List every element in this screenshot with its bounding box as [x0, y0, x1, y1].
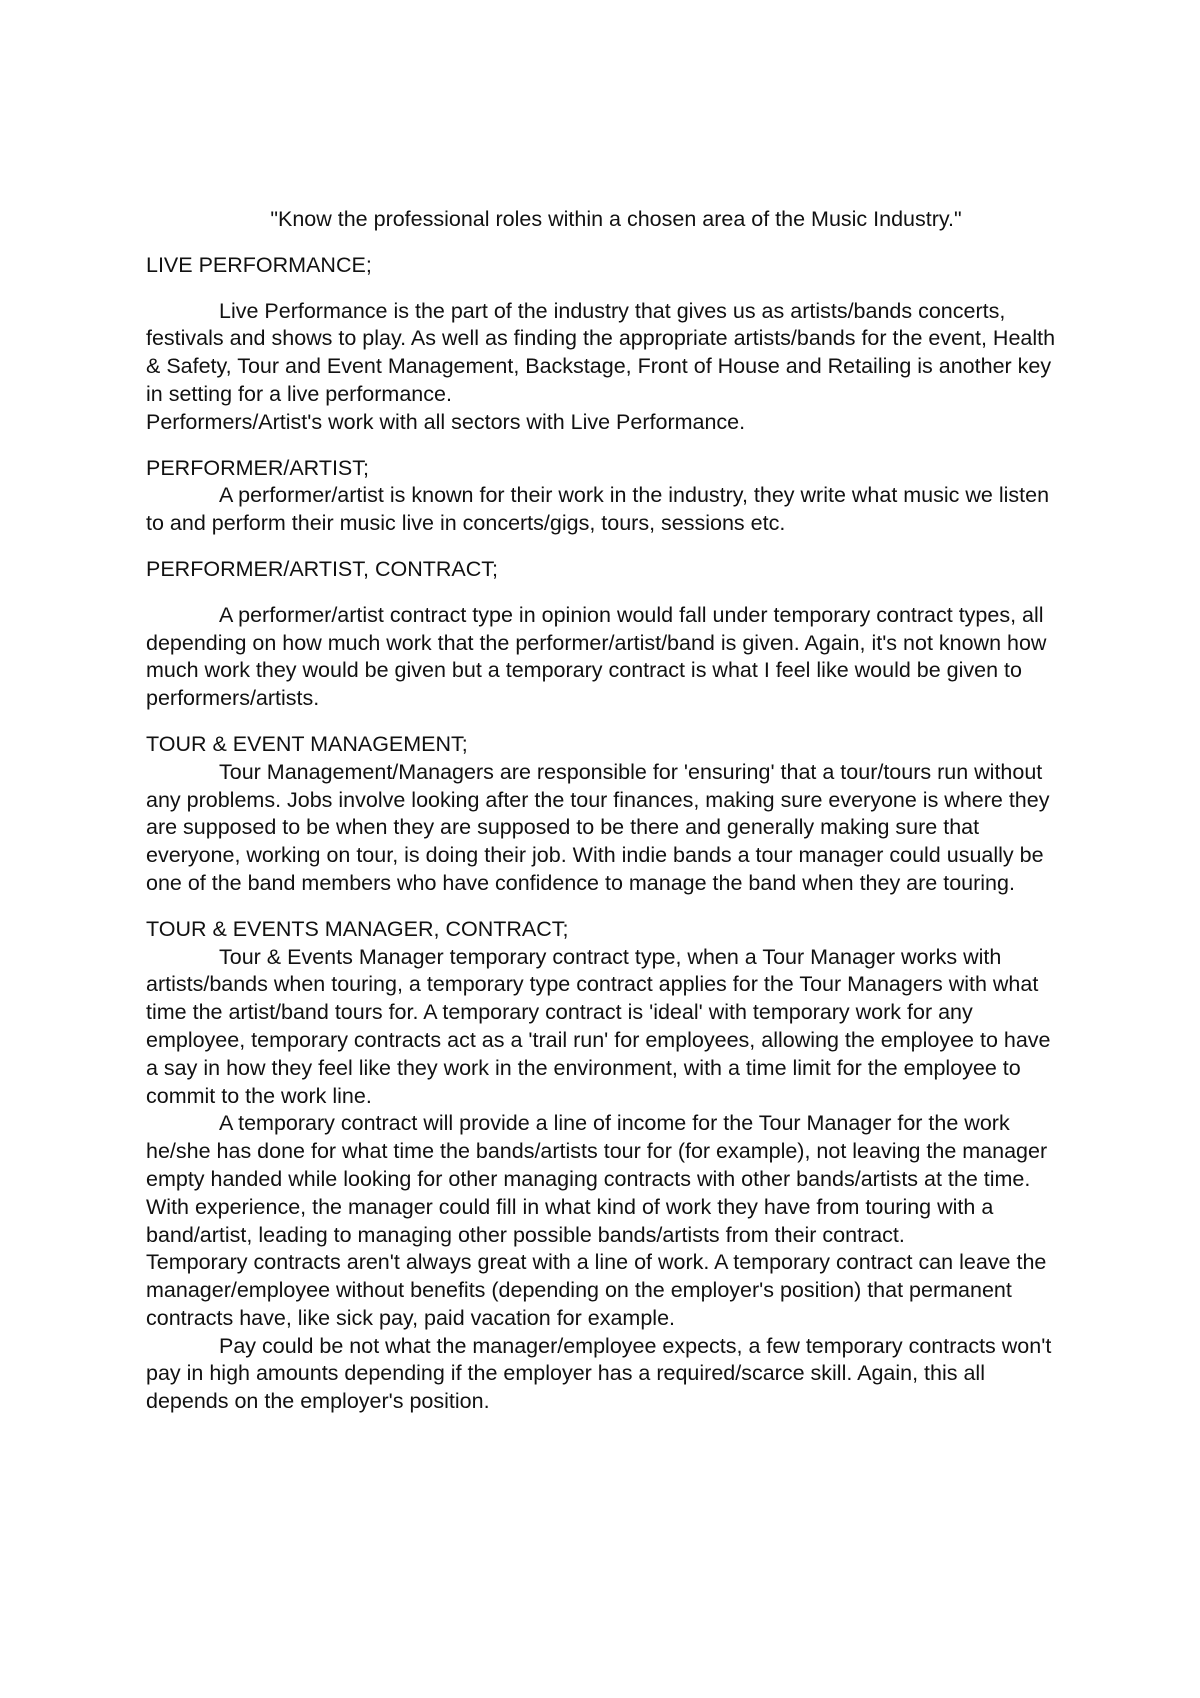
paragraph-tour-contract-2: A temporary contract will provide a line of income for the Tour Manager for the work he/she has done for what time the bands/artists tour for (for example), not leaving the manager empty handed while looking for other managing contracts with other bands/artists at the time.: [146, 1111, 1048, 1191]
heading-tour-event-management: TOUR & EVENT MANAGEMENT;: [146, 731, 468, 756]
heading-tour-contract: TOUR & EVENTS MANAGER, CONTRACT;: [146, 916, 569, 941]
paragraph-live-performance-2: Performers/Artist's work with all sectors with Live Performance.: [146, 409, 746, 434]
paragraph-tour-contract-5: Pay could be not what the manager/employee expects, a few temporary contracts won't pay in high amounts depending if the employer has a required/scarce skill. Again, this all depends on the employer's position.: [146, 1333, 1052, 1414]
paragraph-tour-event-management: Tour Management/Managers are responsible for 'ensuring' that a tour/tours run without any problems. Jobs involve looking after the tour finances, making sure everyone is where they are supposed to be when they are supposed to be there and generally making sure that everyone, working on tour, is doing their job. With indie bands a tour manager could usually be one of the band members who have confidence to manage the band when they are touring.: [146, 759, 1050, 895]
paragraph-tour-contract-1: Tour & Events Manager temporary contract type, when a Tour Manager works with artists/bands when touring, a temporary type contract applies for the Tour Managers with what time the artist/band tours for. A temporary contract is 'ideal' with temporary work for any employee, temporary contracts act as a 'trail run' for employees, allowing the employee to have a say in how they feel like they work in the environment, with a time limit for the employee to commit to the work line.: [146, 944, 1051, 1108]
heading-live-performance: LIVE PERFORMANCE;: [146, 252, 372, 277]
paragraph-performer-artist: A performer/artist is known for their work in the industry, they write what music we listen to and perform their music live in concerts/gigs, tours, sessions etc.: [146, 483, 1050, 536]
paragraph-tour-contract-3: With experience, the manager could fill in what kind of work they have from touring with a band/artist, leading to managing other possible bands/artists from their contract.: [146, 1194, 994, 1247]
heading-performer-contract: PERFORMER/ARTIST, CONTRACT;: [146, 556, 498, 581]
paragraph-live-performance: Live Performance is the part of the industry that gives us as artists/bands concerts, festivals and shows to play. As well as finding the appropriate artists/bands for the event, Health & Safety, Tour and Event Management, Backstage, Front of House and Retailing is another key in setting for a live performance.: [146, 298, 1056, 406]
paragraph-tour-contract-4: Temporary contracts aren't always great with a line of work. A temporary contract can leave the manager/employee without benefits (depending on the employer's position) that permanent contracts have, like sick pay, paid vacation for example.: [146, 1250, 1047, 1330]
paragraph-performer-contract: A performer/artist contract type in opinion would fall under temporary contract types, all depending on how much work that the performer/artist/band is given. Again, it's not known how much work they would be given but a temporary contract is what I feel like would be given to performers/artists.: [146, 602, 1047, 711]
document-title: "Know the professional roles within a chosen area of the Music Industry.": [270, 207, 962, 231]
document-page: [146, 206, 1066, 1416]
heading-performer-artist: PERFORMER/ARTIST;: [146, 455, 369, 480]
